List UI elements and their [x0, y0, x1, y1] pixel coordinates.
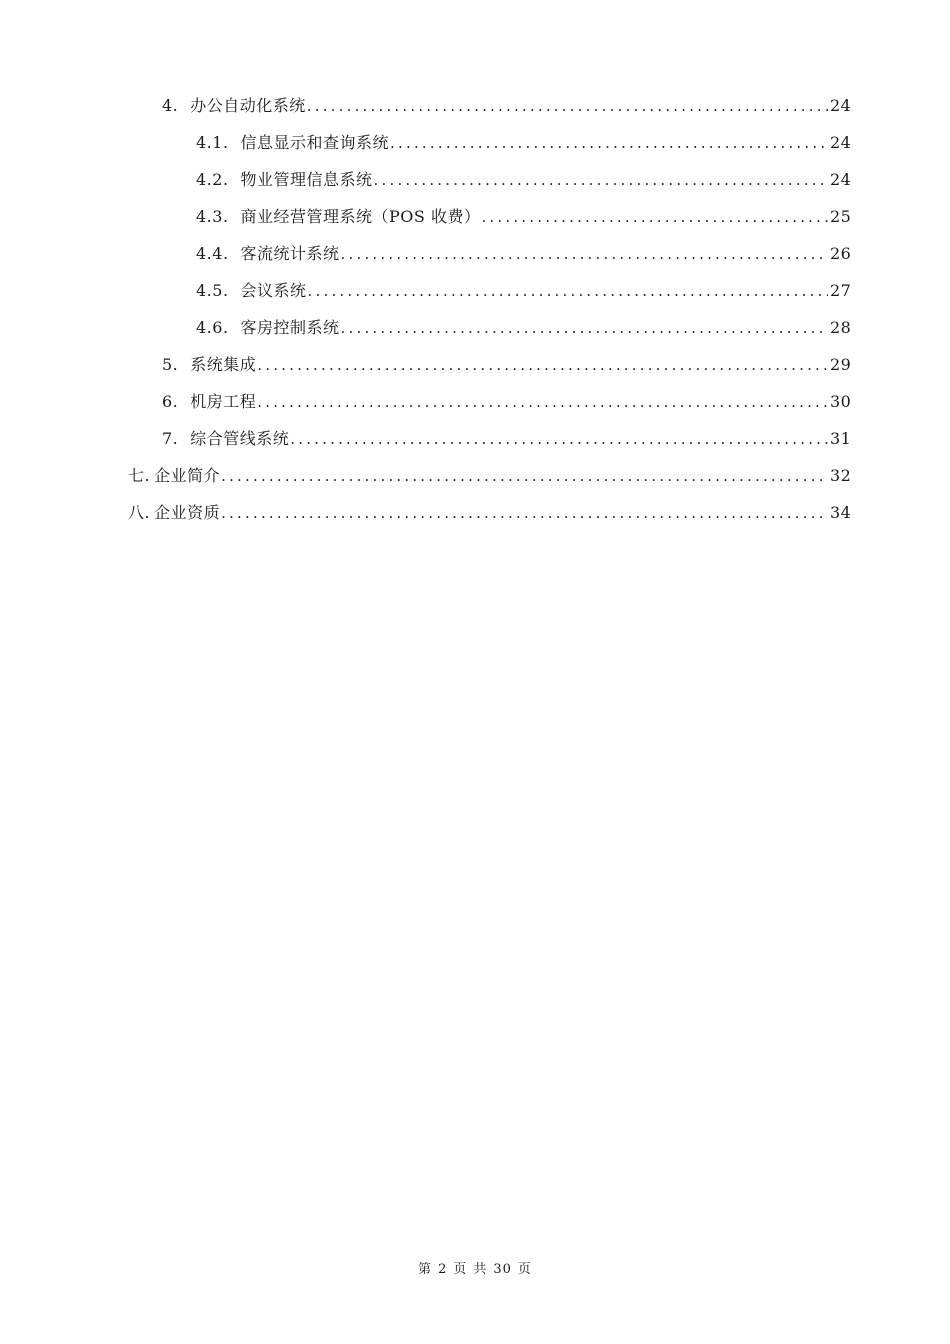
footer-current-page: 2: [438, 1262, 448, 1277]
toc-entry-number: 4.3.: [196, 207, 229, 226]
toc-entry[interactable]: [0, 456, 950, 493]
toc-entry[interactable]: [0, 160, 950, 197]
toc-entry-title: 办公自动化系统: [190, 96, 306, 115]
toc-entry-number: 4.1.: [196, 133, 229, 152]
toc-entry-page: 28: [830, 318, 852, 337]
footer-suffix: 页: [517, 1262, 532, 1277]
footer-page-word: 页: [453, 1262, 468, 1277]
toc-entry-number: 7.: [162, 429, 179, 448]
page-footer: [0, 1258, 950, 1277]
toc-dot-leader: [308, 282, 828, 300]
toc-entry[interactable]: [0, 382, 950, 419]
toc-entry-title: 企业简介: [154, 466, 221, 485]
footer-total-pages: 30: [493, 1262, 512, 1277]
toc-dot-leader: [221, 504, 828, 522]
toc-entry[interactable]: [0, 493, 950, 530]
toc-entry-page: 24: [830, 133, 852, 152]
toc-entry[interactable]: [0, 308, 950, 345]
toc-dot-leader: [374, 171, 828, 189]
toc-entry-number: 4.2.: [196, 170, 229, 189]
toc-dot-leader: [341, 245, 828, 263]
toc-entry[interactable]: [0, 271, 950, 308]
toc-entry-title: 信息显示和查询系统: [240, 133, 390, 152]
toc-entry-number: 4.6.: [196, 318, 229, 337]
toc-entry-title: 企业资质: [154, 503, 221, 522]
toc-entry-title: 会议系统: [240, 281, 307, 300]
toc-entry[interactable]: [0, 345, 950, 382]
toc-dot-leader: [390, 134, 828, 152]
toc-dot-leader: [257, 356, 828, 374]
footer-prefix: 第: [418, 1262, 433, 1277]
table-of-contents: [0, 86, 950, 530]
toc-entry-number: 6.: [162, 392, 179, 411]
toc-entry-page: 30: [830, 392, 852, 411]
footer-total-word: 共: [473, 1262, 488, 1277]
toc-entry-page: 26: [830, 244, 852, 263]
toc-dot-leader: [290, 430, 828, 448]
toc-dot-leader: [341, 319, 828, 337]
toc-dot-leader: [257, 393, 828, 411]
toc-entry-number: 4.: [162, 96, 179, 115]
toc-entry-title: 客流统计系统: [240, 244, 340, 263]
toc-entry[interactable]: [0, 234, 950, 271]
toc-entry-page: 25: [830, 207, 852, 226]
toc-entry-page: 27: [830, 281, 852, 300]
toc-entry[interactable]: [0, 419, 950, 456]
toc-entry-title: 机房工程: [190, 392, 257, 411]
toc-dot-leader: [307, 97, 828, 115]
toc-entry-number: 4.5.: [196, 281, 229, 300]
toc-entry[interactable]: [0, 197, 950, 234]
toc-entry-page: 31: [830, 429, 852, 448]
toc-entry-page: 34: [830, 503, 852, 522]
toc-dot-leader: [481, 208, 828, 226]
toc-entry-number: 4.4.: [196, 244, 229, 263]
toc-dot-leader: [221, 467, 828, 485]
toc-entry-page: 29: [830, 355, 852, 374]
toc-entry-title: 系统集成: [190, 355, 257, 374]
toc-entry-number: 七.: [128, 466, 151, 485]
toc-entry[interactable]: [0, 86, 950, 123]
toc-entry-title: 客房控制系统: [240, 318, 340, 337]
toc-entry-title: 商业经营管理系统（POS 收费）: [240, 207, 481, 226]
toc-entry[interactable]: [0, 123, 950, 160]
toc-entry-number: 八.: [128, 503, 151, 522]
toc-entry-number: 5.: [162, 355, 179, 374]
toc-entry-title: 物业管理信息系统: [240, 170, 373, 189]
toc-entry-page: 24: [830, 96, 852, 115]
toc-entry-page: 24: [830, 170, 852, 189]
toc-entry-page: 32: [830, 466, 852, 485]
toc-entry-title: 综合管线系统: [190, 429, 290, 448]
